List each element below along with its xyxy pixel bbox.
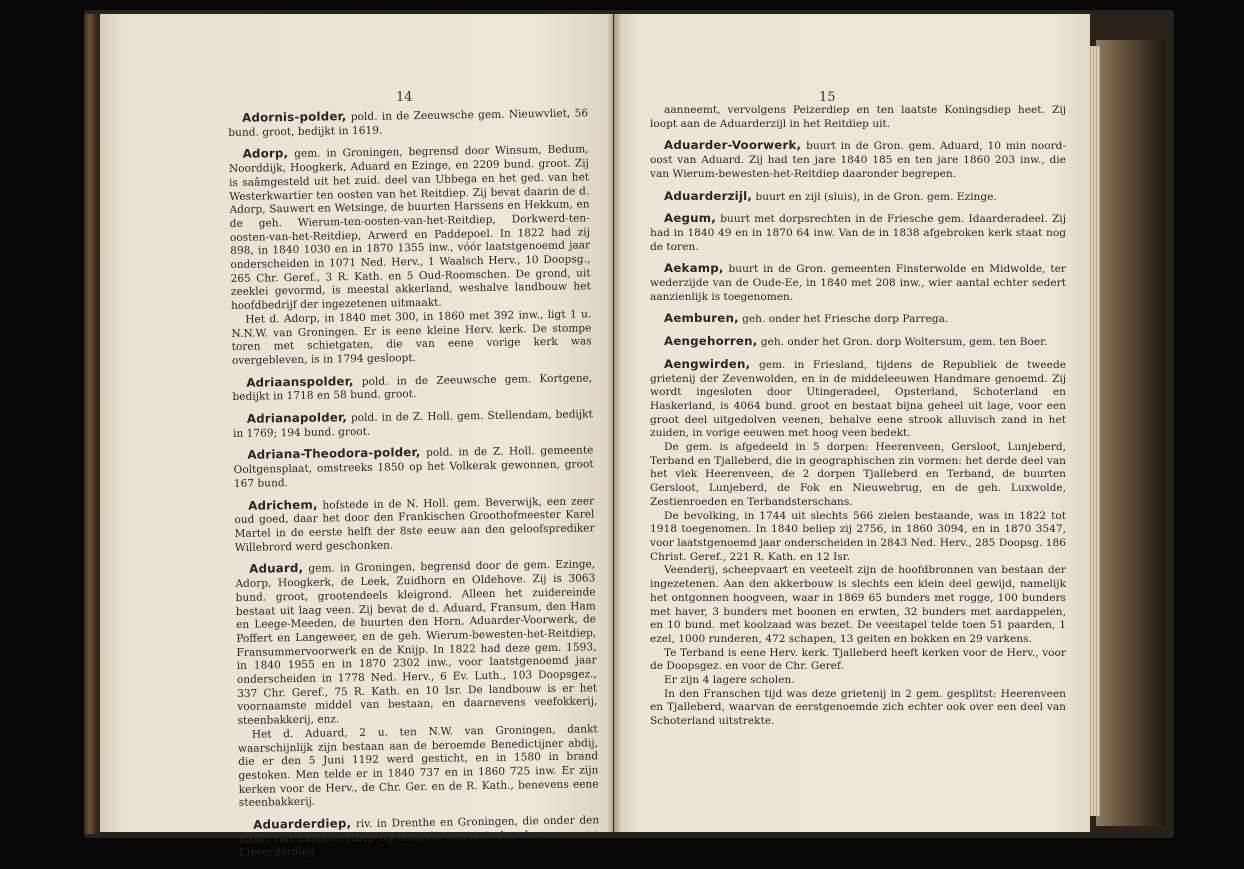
dictionary-entry bbox=[232, 371, 592, 405]
entry-headword: Aengwirden, bbox=[664, 356, 751, 371]
entry-text: gem. in Groningen, begrensd door Winsum, Bedum, Noorddijk, Hoogkerk, Aduard en Ezinge, en 2209 bund. groot. Zij is saâmgesteld uit het zuid. deel van Ubbega en het ged. van het Westerkwartier ten oosten van het Reitdiep. Zij bevat daarin de d. Adorp, Sauwert en Wetsinge, de buurten Harssens en Hekkum, en de geh. Wierum-ten-oosten-van-het-Reitdiep, Dorkwerd-ten-oosten-van-het-Reitdiep, Arwerd en Paddepoel. In 1822 had zij 898, in 1840 1030 en in 1870 1355 inw., vóór laatstgenoemd jaar onderscheiden in 1071 Ned. Herv., 1 Waalsch Herv., 10 Doopsg., 265 Chr. Geref., 3 R. Kath. en 5 Oud-Roomschen. De grond, uit zeeklei gevormd, is meestal akkerland, weshalve landbouw het hoofdbedrijf der ingezetenen uitmaakt. bbox=[228, 143, 591, 313]
dictionary-entry bbox=[650, 510, 1066, 565]
dictionary-entry bbox=[650, 564, 1066, 646]
entry-text: De bevolking, in 1744 uit slechts 566 zielen bestaande, was in 1822 tot 1918 toegenomen. In 1840 beliep zij 2756, in 1860 3094, en in 1870 3547, voor laatstgenoemd jaar onderscheiden in 2843 Ned. Herv., 285 Doopsg. 186 Christ. Geref., 221 R. Kath. en 12 Isr. bbox=[650, 509, 1066, 563]
dictionary-entry bbox=[650, 441, 1066, 510]
page-text-column bbox=[650, 104, 1066, 737]
entry-text: gem. in Groningen, begrensd door de gem. Ezinge, Adorp, Hoogkerk, de Leek, Zuidhorn en Oldehove. Zij is 3063 bund. groot, grootendeels kleigrond. Alleen het zuidereinde bestaat uit laag veen. Zij bevat de d. Aduard, Fransum, den Ham en Leege-Meeden, de buurten den Horn, Aduarder-Voorwerk, de Poffert en Langeweer, en de geh. Wierum-bewesten-het-Reitdiep, Fransummervoorwerk en de Knijp. In 1822 had deze gem. 1593, in 1840 1955 en in 1870 2302 inw., voor laatstgenoemd jaar onderscheiden in 1778 Ned. Herv., 6 Ev. Luth., 103 Doopsgez., 337 Chr. Geref., 75 R. Kath. en 10 Isr. De landbouw is er het voornaamste middel van bestaan, en daarnevens veefokkerij, steenbakkerij, enz. bbox=[235, 558, 598, 728]
entry-text: pold. in de Zeeuwsche gem. Nieuwvliet, 56 bund. groot, bedijkt in 1619. bbox=[228, 107, 589, 139]
entry-headword: Aemburen, bbox=[664, 311, 739, 326]
entry-headword: Adrianapolder, bbox=[246, 410, 348, 426]
dictionary-entry bbox=[239, 813, 600, 861]
entry-text: geh. onder het Gron. dorp Woltersum, gem. ten Boer. bbox=[757, 336, 1048, 349]
entry-headword: Aengehorren, bbox=[664, 334, 758, 349]
page-number: 15 bbox=[819, 90, 836, 105]
right-page bbox=[614, 14, 1090, 832]
entry-text: pold. in de Z. Holl. gem. Stellendam, bedijkt in 1769; 194 bund. groot. bbox=[232, 408, 593, 440]
dictionary-entry bbox=[234, 494, 595, 555]
dictionary-entry bbox=[238, 723, 599, 811]
book-spine-right bbox=[1096, 40, 1166, 826]
entry-text: Er zijn 4 lagere scholen. bbox=[664, 674, 795, 687]
dictionary-entry bbox=[650, 335, 1066, 350]
dictionary-entry bbox=[228, 106, 588, 140]
entry-text: In den Franschen tijd was deze grietenij in 2 gem. gesplitst: Heerenveen en Tjalleberd, waarvan de eerstgenoemde zich echter ook over een deel van Schoterland uitstrekte. bbox=[650, 687, 1066, 728]
entry-text: Het d. Adorp, in 1840 met 300, in 1860 met 392 inw., ligt 1 u. N.N.W. van Groningen. Er is eene kleine Herv. kerk. De stompe toren met schietgaten, die van eene vorige kerk was overgebleven, is in 1794 gesloopt. bbox=[231, 308, 592, 367]
entry-headword: Aduard, bbox=[249, 561, 304, 577]
page-text-column bbox=[228, 106, 600, 869]
entry-text: Veenderij, scheepvaart en veeteelt zijn de hoofdbronnen van bestaan der ingezetenen. Aan den akkerbouw is slechts een klein deel gewijd, namelijk het ontgonnen hoogveen, waar in 1869 65 bunders met rogge, 100 bunders met haver, 3 bunders met boonen en erwten, 32 bunders met aardappelen, en 10 bund. met koolzaad was bezet. De veestapel telde toen 51 paarden, 1 ezel, 1000 runderen, 472 schapen, 13 geiten en bokken en 29 varkens. bbox=[650, 564, 1066, 645]
entry-headword: Adrichem, bbox=[248, 497, 318, 513]
entry-text: gem. in Friesland, tijdens de Republiek de tweede grietenij der Zevenwolden, en in de middeleeuwen Handmare genoemd. Zij wordt ingesloten door Utingeradeel, Opsterland, Schoterland en Haskerland, is 4064 bund. groot en bestaat bijna geheel uit lage, voor een groot deel uitgedolven veenen, behalve eene strook alluvisch zand in het zuiden, in vorige eeuwen met hoog veen bedekt. bbox=[650, 358, 1066, 440]
entry-text: pold. in de Z. Holl. gemeente Ooltgensplaat, omstreeks 1850 op het Volkerak gewonnen, groot 167 bund. bbox=[233, 444, 594, 490]
left-page bbox=[100, 14, 613, 860]
entry-text: Het d. Aduard, 2 u. ten N.W. van Groningen, dankt waarschijnlijk zijn bestaan aan de beroemde Benedictijner abdij, die er den 5 Juni 1192 werd gesticht, en in 1580 in brand gestoken. Men telde er in 1840 737 en in 1860 725 inw. Er zijn kerken voor de Herv., de Chr. Ger. en de R. Kath., benevens eene steenbakkerij. bbox=[237, 723, 599, 810]
dictionary-entry bbox=[650, 647, 1066, 674]
entry-text: pold. in de Zeeuwsche gem. Kortgene, bedijkt in 1718 en 58 bund. groot. bbox=[232, 371, 593, 404]
dictionary-entry bbox=[233, 444, 594, 492]
entry-headword: Aekamp, bbox=[664, 261, 724, 276]
dictionary-entry bbox=[650, 262, 1066, 304]
book-spine-left bbox=[84, 14, 98, 834]
dictionary-entry bbox=[650, 139, 1066, 181]
page-gutter bbox=[607, 14, 621, 832]
dictionary-entry bbox=[650, 688, 1066, 729]
entry-headword: Aduarder-Voorwerk, bbox=[664, 138, 802, 153]
dictionary-entry bbox=[650, 190, 1066, 205]
dictionary-entry bbox=[231, 308, 592, 368]
entry-headword: Adriana-Theodora-polder, bbox=[247, 445, 421, 463]
entry-headword: Adornis-polder, bbox=[241, 109, 347, 125]
entry-text: buurt in de Gron. gem. Aduard, 10 min noord-oost van Aduard. Zij had ten jare 1840 185 en ten jare 1860 203 inw., die van Wierum-bewesten-het-Reitdiep daaronder begrepen. bbox=[650, 140, 1066, 180]
entry-text: riv. in Drenthe en Groningen, die onder den naam van Langeloërdiep bij Langelo ontstaat, dan den naam van Lieverderdiep bbox=[239, 814, 600, 860]
entry-headword: Aduarderzijl, bbox=[664, 188, 753, 203]
dictionary-entry bbox=[233, 407, 593, 441]
dictionary-entry bbox=[650, 358, 1066, 441]
dictionary-entry bbox=[650, 312, 1066, 327]
entry-text: De gem. is afgedeeld in 5 dorpen: Heerenveen, Gersloot, Lunjeberd, Terband en Tjalleberd, die in geographischen zin vormen: het derde deel van het vlek Heerenveen, de 2 dorpen Tjalleberd en Terband, de buurten Gersloot, Lunjeberd, de Fok en Nieuwebrug, en de geh. Luxwolde, Zestienroeden en Terbandsterschans. bbox=[650, 441, 1066, 508]
entry-text: geh. onder het Friesche dorp Parrega. bbox=[738, 313, 949, 326]
entry-text: buurt in de Gron. gemeenten Finsterwolde en Midwolde, ter wederzijde van de Oude-Ee, in 1840 met 208 inw., wier aantal echter sedert aanzienlijk is toegenomen. bbox=[650, 263, 1066, 303]
entry-headword: Adorp, bbox=[242, 146, 289, 162]
entry-text: aanneemt, vervolgens Peizerdiep en ten laatste Koningsdiep heet. Zij loopt aan de Aduarderzijl in het Reitdiep uit. bbox=[650, 104, 1066, 130]
dictionary-entry bbox=[650, 212, 1066, 254]
entry-headword: Aduarderdiep, bbox=[253, 816, 352, 832]
dictionary-entry bbox=[650, 674, 1066, 688]
entry-text: buurt met dorpsrechten in de Friesche gem. Idaarderadeel. Zij had in 1840 49 en in 1870 64 inw. Van de in 1838 afgebroken kerk staat nog de toren. bbox=[650, 213, 1066, 253]
entry-text: Te Terband is eene Herv. kerk. Tjalleberd heeft kerken voor de Herv., voor de Doopsgez. en voor de Chr. Geref. bbox=[650, 646, 1066, 673]
dictionary-entry bbox=[650, 104, 1066, 131]
entry-text: buurt en zijl (sluis), in de Gron. gem. Ezinge. bbox=[752, 190, 997, 203]
page-number: 14 bbox=[396, 90, 413, 105]
entry-headword: Aegum, bbox=[664, 211, 716, 226]
dictionary-entry bbox=[235, 558, 598, 729]
entry-text: hofstede in de N. Holl. gem. Beverwijk, een zeer oud goed, daar het door den Frankischen Groothofmeester Karel Martel in de eerste helft der 8ste eeuw aan den geloofsprediker Willebrord werd geschonken. bbox=[234, 494, 595, 554]
dictionary-entry bbox=[229, 143, 592, 314]
entry-headword: Adriaanspolder, bbox=[246, 373, 354, 390]
